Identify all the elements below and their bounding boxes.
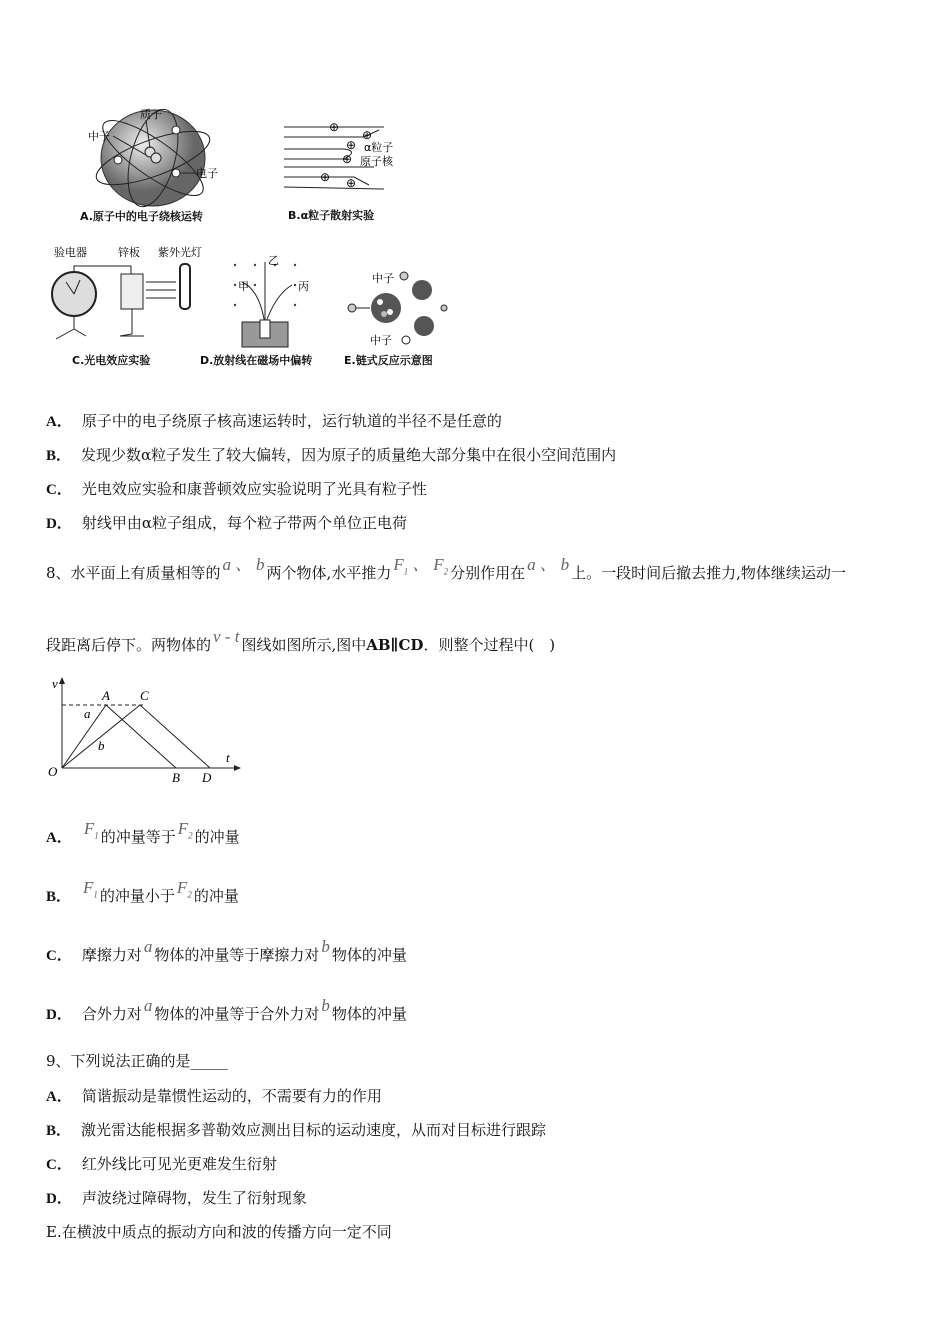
- option-key: C．: [46, 948, 72, 964]
- label-v: v: [52, 676, 58, 691]
- label-uvlamp: 紫外光灯: [158, 246, 202, 259]
- q7-option-c: [46, 478, 427, 499]
- caption-d: D.放射线在磁场中偏转: [200, 354, 313, 367]
- option-text: 的冲量等于: [100, 828, 176, 846]
- q9-option-d: [46, 1187, 307, 1208]
- q8-text: 8、水平面上有质量相等的: [46, 564, 221, 582]
- sym-b: b: [321, 996, 330, 1015]
- q8-option-d: [46, 996, 407, 1024]
- option-text: 原子中的电子绕原子核高速运转时，运行轨道的半径不是任意的: [81, 412, 502, 430]
- label-zinc: 锌板: [118, 246, 140, 259]
- sym-F1: $F_1$: [83, 878, 98, 900]
- label-neutron: 中子: [88, 130, 110, 143]
- q9-option-c: [46, 1153, 277, 1174]
- label-nucleus: 原子核: [360, 155, 393, 168]
- q8-parallel: AB∥CD: [366, 636, 424, 654]
- sym-b: b: [321, 937, 330, 956]
- option-text: 摩擦力对: [81, 946, 142, 964]
- q8-stem-line2: [46, 627, 556, 655]
- q8-text: 分别作用在: [450, 564, 526, 582]
- q8-text: 两个物体,水平推力: [266, 564, 392, 582]
- label-electroscope: 验电器: [54, 246, 87, 259]
- q8-option-c: [46, 937, 407, 965]
- sym-F1: $F_1$: [393, 555, 409, 577]
- q8-stem-line1: [46, 555, 846, 584]
- option-text: 物体的冲量等于合外力对: [154, 1005, 320, 1023]
- label-neutron-top: 中子: [372, 272, 394, 285]
- figure-atom: [78, 100, 258, 225]
- svg-text:⊕: ⊕: [342, 152, 353, 166]
- sym-F2: $F_2$: [177, 819, 193, 841]
- option-text: 物体的冲量: [331, 946, 407, 964]
- sym-a: a: [527, 555, 536, 574]
- sym-a: a: [143, 996, 153, 1015]
- sym-sep: 、: [235, 555, 253, 574]
- caption-e: E.链式反应示意图: [344, 354, 433, 367]
- sym-b: b: [560, 555, 570, 574]
- option-key: C．: [46, 482, 72, 498]
- option-key: B．: [46, 889, 72, 905]
- q7-option-b: [46, 444, 616, 465]
- label-D: D: [202, 770, 212, 785]
- sym-F2: $F_2$: [176, 878, 192, 900]
- label-neutron-bottom: 中子: [370, 334, 392, 347]
- label-proton: 质子: [140, 108, 162, 121]
- q9-option-b: [46, 1119, 546, 1140]
- sym-sep: 、: [539, 555, 557, 574]
- option-text: 发现少数α粒子发生了较大偏转，因为原子的质量绝大部分集中在很小空间范围内: [81, 446, 617, 464]
- option-text: 的冲量小于: [99, 887, 175, 905]
- caption-a: A.原子中的电子绕核运转: [80, 210, 203, 223]
- svg-text:⊕: ⊕: [320, 170, 331, 184]
- label-jia: 甲: [238, 280, 249, 293]
- option-key: D．: [46, 1007, 72, 1023]
- label-C: C: [140, 688, 149, 703]
- svg-text:⊕: ⊕: [329, 120, 340, 134]
- option-key: A．: [46, 830, 72, 846]
- option-text: 合外力对: [81, 1005, 142, 1023]
- atom-diagram: [78, 100, 258, 210]
- line-a: [62, 705, 176, 768]
- option-key: D．: [46, 1191, 72, 1207]
- option-key: A．: [46, 1089, 72, 1105]
- q8-option-b: [46, 878, 239, 907]
- figure-photoelectric: [46, 244, 206, 374]
- option-text: 的冲量: [194, 828, 240, 846]
- q7-option-d: [46, 512, 407, 533]
- q8-option-a: [46, 819, 240, 848]
- label-bing: 丙: [298, 280, 309, 293]
- sym-b: b: [256, 555, 265, 574]
- option-text: 物体的冲量: [331, 1005, 407, 1023]
- q8-text: 上。一段时间后撤去推力,物体继续运动一: [571, 564, 846, 582]
- caption-c: C.光电效应实验: [72, 354, 151, 367]
- figure-radiation: [200, 250, 340, 375]
- option-key: C．: [46, 1157, 72, 1173]
- q9-option-e: [46, 1221, 392, 1242]
- sym-sep: 、: [412, 555, 430, 574]
- label-b: b: [98, 738, 105, 753]
- option-text: 红外线比可见光更难发生衍射: [81, 1155, 277, 1173]
- q7-option-a: [46, 410, 502, 431]
- option-text: 简谐振动是靠惯性运动的，不需要有力的作用: [81, 1087, 382, 1105]
- option-key: A．: [46, 414, 72, 430]
- q9-stem: 9、下列说法正确的是_____: [46, 1052, 229, 1070]
- option-text: E.在横波中质点的振动方向和波的传播方向一定不同: [46, 1223, 392, 1241]
- option-text: 的冲量: [193, 887, 239, 905]
- label-electron: 电子: [196, 167, 218, 180]
- label-A: A: [102, 688, 110, 703]
- q8-text: 段距离后停下。两物体的: [46, 636, 212, 654]
- q8-text: ．则整个过程中( ): [423, 636, 556, 654]
- label-t: t: [226, 750, 230, 765]
- option-text: 激光雷达能根据多普勒效应测出目标的运动速度，从而对目标进行跟踪: [81, 1121, 547, 1139]
- svg-text:⊕: ⊕: [346, 176, 357, 190]
- figure-chain-reaction: [344, 268, 464, 376]
- option-text: 光电效应实验和康普顿效应实验说明了光具有粒子性: [81, 480, 427, 498]
- label-O: O: [48, 764, 58, 779]
- scattering-diagram: [284, 115, 424, 195]
- vt-graph: [44, 674, 244, 790]
- sym-vt: v - t: [213, 627, 240, 646]
- option-text: 物体的冲量等于摩擦力对: [154, 946, 320, 964]
- option-key: B．: [46, 448, 72, 464]
- option-text: 射线甲由α粒子组成，每个粒子带两个单位正电荷: [81, 514, 407, 532]
- sym-a: a: [143, 937, 153, 956]
- label-yi: 乙: [268, 254, 279, 267]
- sym-F2: $F_2$: [433, 555, 449, 577]
- label-alpha: α粒子: [364, 141, 394, 154]
- caption-b: B.α粒子散射实验: [288, 209, 375, 222]
- svg-text:⊕: ⊕: [346, 138, 357, 152]
- sym-F1: $F_1$: [83, 819, 99, 841]
- sym-a: a: [222, 555, 232, 574]
- option-key: D．: [46, 516, 72, 532]
- option-key: B．: [46, 1123, 72, 1139]
- label-B: B: [172, 770, 180, 785]
- q8-text: 图线如图所示,图中: [241, 636, 367, 654]
- photoelectric-diagram: [46, 244, 206, 344]
- chain-diagram: [344, 268, 454, 348]
- radiation-diagram: [200, 250, 340, 350]
- option-text: 声波绕过障碍物，发生了衍射现象: [81, 1189, 307, 1207]
- label-a: a: [84, 706, 91, 721]
- figure-alpha-scattering: [284, 115, 424, 225]
- q9-option-a: [46, 1085, 382, 1106]
- svg-text:⊕: ⊕: [362, 128, 373, 142]
